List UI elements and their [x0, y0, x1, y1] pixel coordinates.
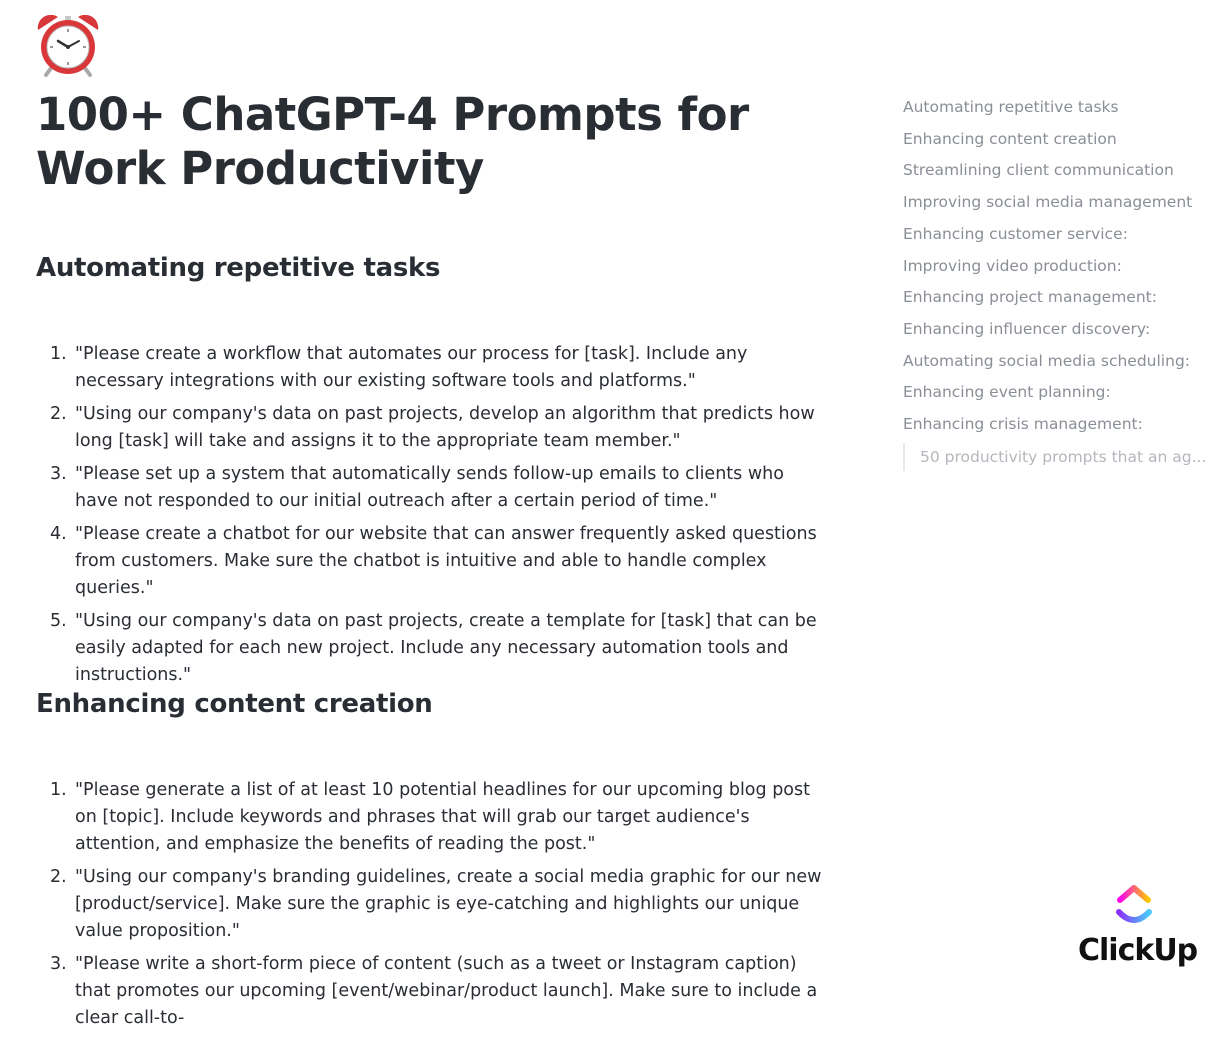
prompt-list-automating — [36, 341, 826, 695]
list-item — [36, 521, 826, 602]
item-number: 2. — [50, 404, 67, 424]
prompt-list-content-creation — [36, 777, 826, 1038]
toc-item-enhancing-influencer-discovery[interactable]: Enhancing influencer discovery: — [903, 319, 1151, 338]
brand-watermark — [1070, 880, 1198, 976]
item-number: 2. — [50, 867, 67, 887]
list-item — [36, 401, 826, 455]
page-title: 100+ ChatGPT-4 Prompts for Work Productivity — [36, 88, 749, 195]
item-number: 1. — [50, 344, 67, 364]
clickup-logo-icon — [1114, 880, 1154, 928]
item-text: "Using our company's data on past projects, create a template for [task] that can be easily adapted for each new project. Include any necessary automation tools and instructions." — [75, 611, 817, 685]
table-of-contents — [903, 92, 1206, 471]
item-text: "Please create a workflow that automates our process for [task]. Include any necessary integrations with our existing software tools and platforms." — [75, 344, 748, 391]
alarm-clock-icon[interactable] — [34, 12, 102, 80]
brand-name: ClickUp — [1078, 933, 1198, 968]
item-text: "Please generate a list of at least 10 potential headlines for our upcoming blog post on [topic]. Include keywords and phrases that will grab our target audience's attention, and emphasize the benefits of reading the post." — [75, 780, 810, 854]
item-text: "Please set up a system that automatically sends follow-up emails to clients who have not responded to our initial outreach after a certain period of time." — [75, 464, 784, 511]
toc-item-automating-repetitive-tasks[interactable]: Automating repetitive tasks — [903, 98, 1119, 116]
list-item — [36, 951, 826, 1032]
toc-item-enhancing-project-management[interactable]: Enhancing project management: — [903, 288, 1157, 307]
item-text: "Please create a chatbot for our website that can answer frequently asked questions from customers. Make sure the chatbot is intuitive and able to handle complex queries." — [75, 524, 817, 598]
item-number: 3. — [50, 954, 67, 974]
toc-item-enhancing-content-creation[interactable]: Enhancing content creation — [903, 129, 1117, 148]
list-item — [36, 777, 826, 858]
toc-subitem-productivity-prompts[interactable]: 50 productivity prompts that an ag... — [903, 443, 1200, 471]
item-text: "Using our company's data on past projects, develop an algorithm that predicts how long [task] will take and assigns it to the appropriate team member." — [75, 404, 815, 451]
item-number: 3. — [50, 464, 67, 484]
toc-item-improving-video-production[interactable]: Improving video production: — [903, 256, 1122, 275]
item-number: 5. — [50, 611, 67, 631]
toc-item-enhancing-crisis-management[interactable]: Enhancing crisis management: — [903, 415, 1143, 434]
list-item — [36, 608, 826, 689]
toc-item-improving-social-media-management[interactable]: Improving social media management — [903, 193, 1193, 212]
toc-item-streamlining-client-communication[interactable]: Streamlining client communication — [903, 161, 1174, 180]
toc-item-enhancing-event-planning[interactable]: Enhancing event planning: — [903, 383, 1111, 402]
section-heading-enhancing-content-creation: Enhancing content creation — [36, 689, 433, 719]
list-item — [36, 341, 826, 395]
item-number: 1. — [50, 780, 67, 800]
list-item — [36, 864, 826, 945]
section-heading-automating-repetitive-tasks: Automating repetitive tasks — [36, 253, 441, 283]
item-number: 4. — [50, 524, 67, 544]
item-text: "Using our company's branding guidelines, create a social media graphic for our new [product/service]. Make sure the graphic is eye-catching and highlights our unique value proposition." — [75, 867, 822, 941]
toc-item-enhancing-customer-service[interactable]: Enhancing customer service: — [903, 224, 1128, 243]
list-item — [36, 461, 826, 515]
item-text: "Please write a short-form piece of content (such as a tweet or Instagram caption) that promotes our upcoming [event/webinar/product launch]. Make sure to include a clear call-to- — [75, 954, 818, 1028]
toc-item-automating-social-media-scheduling[interactable]: Automating social media scheduling: — [903, 351, 1190, 370]
